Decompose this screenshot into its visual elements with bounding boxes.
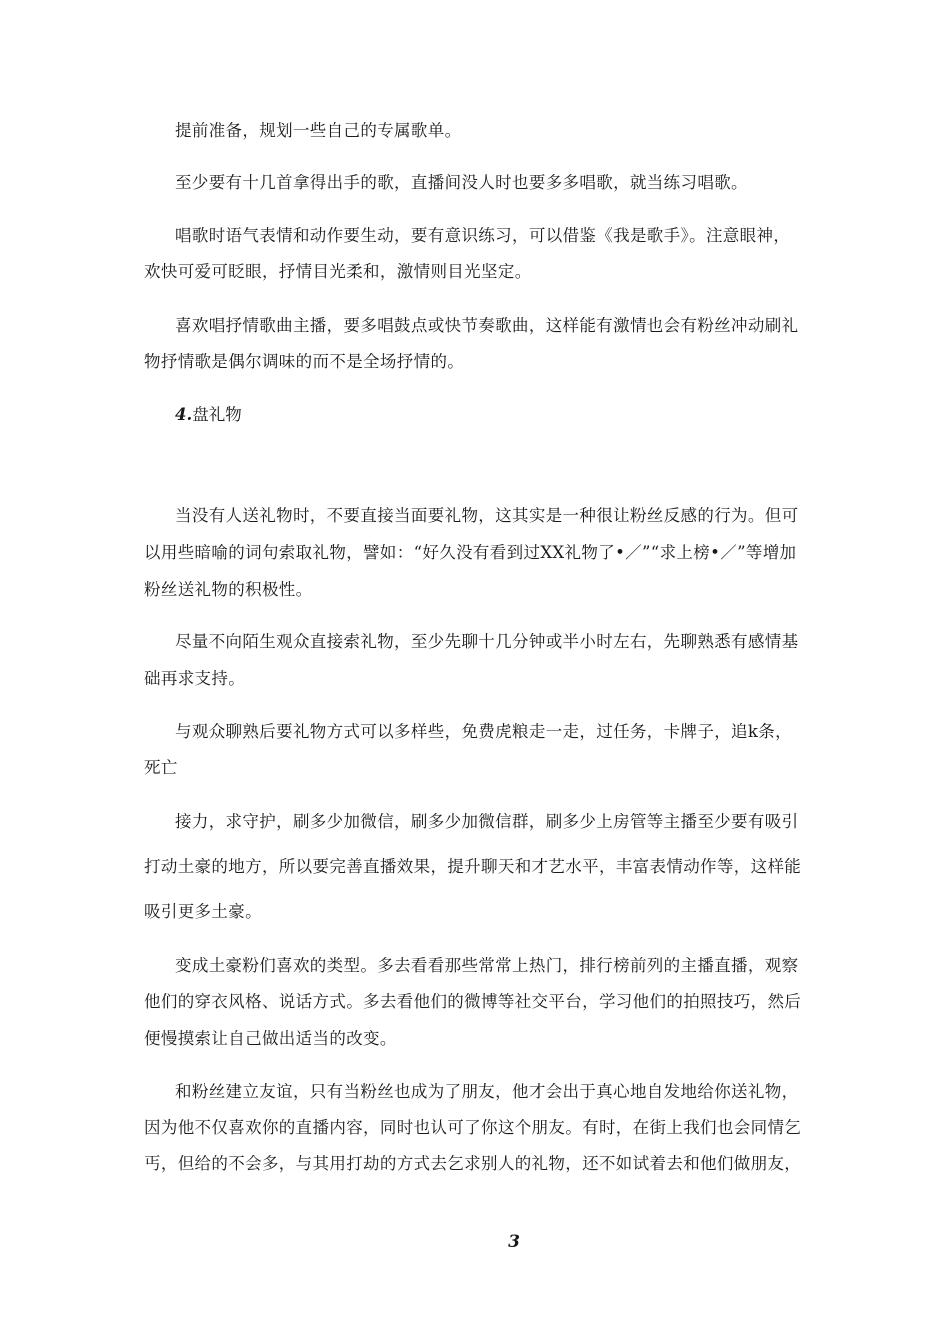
text-line: 础再求支持。 (144, 669, 246, 688)
text-line: 物抒情歌是偶尔调味的而不是全场抒情的。 (144, 352, 465, 371)
text-line: 以用些暗喻的词句索取礼物，譬如：“好久没有看到过XX礼物了•／”“求上榜•／”等增加 (144, 543, 797, 562)
text-line: 粉丝送礼物的积极性。 (144, 580, 313, 599)
text-line: 接力，求守护，刷多少加微信，刷多少加微信群，刷多少上房管等主播至少要有吸引 (175, 812, 799, 831)
section-heading (175, 405, 242, 425)
text-line: 唱歌时语气表情和动作要生动，要有意识练习，可以借鉴《我是歌手》。注意眼神， (175, 226, 791, 245)
text-line: 尽量不向陌生观众直接索礼物，至少先聊十几分钟或半小时左右，先聊熟悉有感情基 (175, 632, 799, 651)
text-line: 和粉丝建立友谊，只有当粉丝也成为了朋友，他才会出于真心地自发地给你送礼物， (175, 1082, 799, 1101)
section-number: 4. (175, 405, 193, 424)
text-line: 死亡 (144, 758, 178, 777)
text-line: 变成土豪粉们喜欢的类型。多去看看那些常常上热门，排行榜前列的主播直播，观察 (175, 956, 799, 975)
text-line: 当没有人送礼物时，不要直接当面要礼物，这其实是一种很让粉丝反感的行为。但可 (175, 506, 799, 525)
text-line: 丐，但给的不会多，与其用打劫的方式去乞求别人的礼物，还不如试着去和他们做朋友， (144, 1154, 802, 1173)
text-line: 便慢摸索让自己做出适当的改变。 (144, 1029, 397, 1048)
text-line: 喜欢唱抒情歌曲主播，要多唱鼓点或快节奏歌曲，这样能有激情也会有粉丝冲动刷礼 (175, 316, 799, 335)
text-line: 因为他不仅喜欢你的直播内容，同时也认可了你这个朋友。有时，在街上我们也会同情乞 (144, 1118, 802, 1137)
page-number: 3 (508, 1232, 520, 1252)
text-line: 打动土豪的地方，所以要完善直播效果，提升聊天和才艺水平，丰富表情动作等，这样能 (144, 857, 802, 876)
text-line: 提前准备，规划一些自己的专属歌单。 (175, 121, 462, 140)
text-line: 至少要有十几首拿得出手的歌，直播间没人时也要多多唱歌，就当练习唱歌。 (175, 173, 748, 192)
text-line: 他们的穿衣风格、说话方式。多去看他们的微博等社交平台，学习他们的拍照技巧，然后 (144, 992, 802, 1011)
section-title: 盘礼物 (192, 405, 242, 424)
text-line: 与观众聊熟后要礼物方式可以多样些，免费虎粮走一走，过任务，卡牌子，追k条， (175, 722, 792, 741)
text-line: 吸引更多土豪。 (144, 902, 262, 921)
text-line: 欢快可爱可眨眼，抒情目光柔和，激情则目光坚定。 (144, 262, 532, 281)
